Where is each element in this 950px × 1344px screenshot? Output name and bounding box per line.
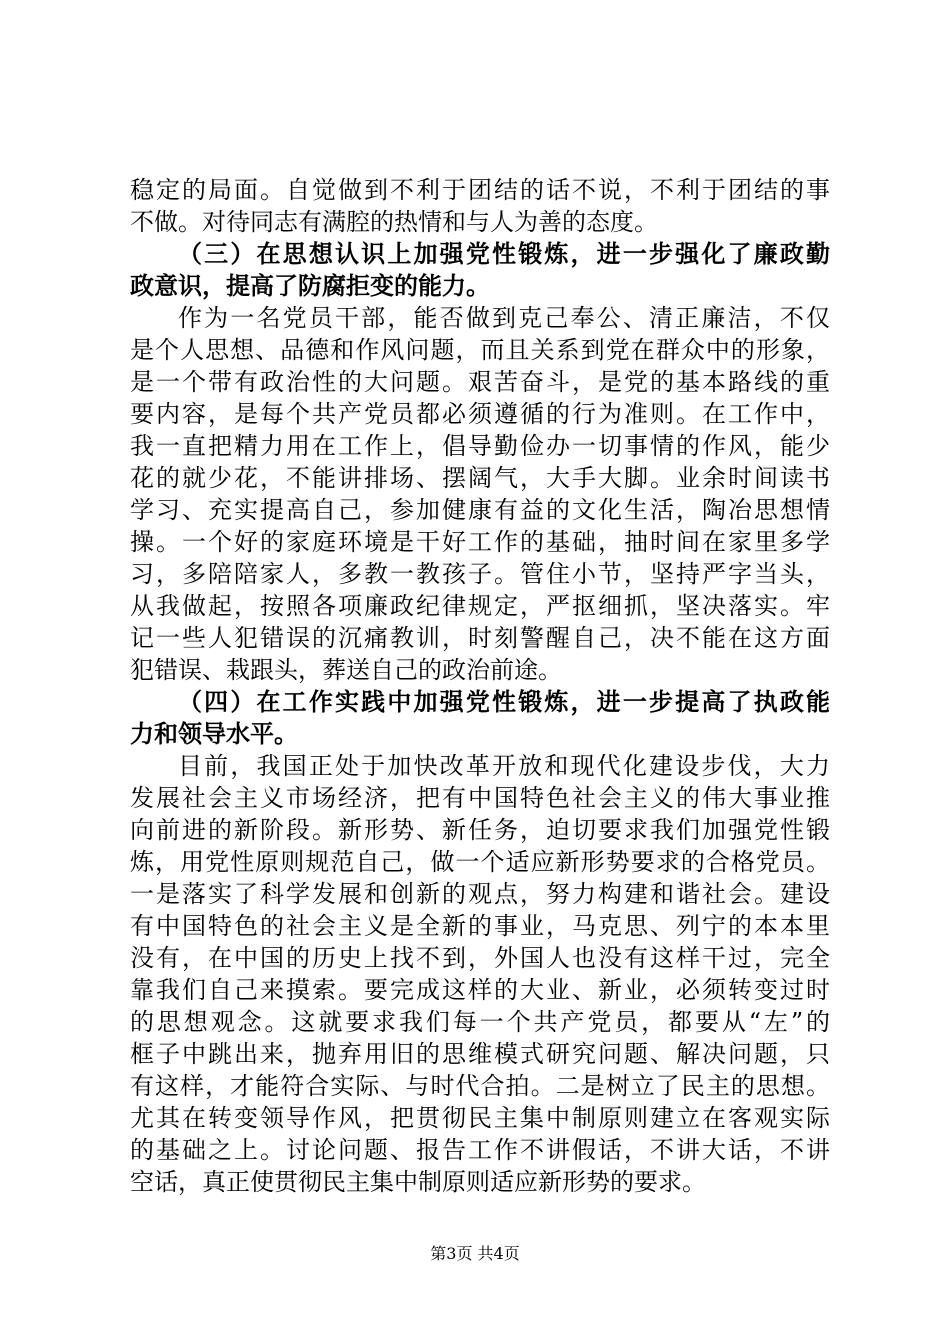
section-heading-line: 政意识，提高了防腐拒变的能力。: [130, 271, 490, 300]
paragraph-line: 是个人思想、品德和作风问题，而且关系到党在群众中的形象，: [130, 336, 830, 364]
section-heading-line: （三）在思想认识上加强党性锻炼，进一步强化了廉政勤: [178, 239, 830, 268]
paragraph-line: 目前，我国正处于加快改革开放和现代化建设步伐，大力: [178, 752, 830, 780]
page-footer: 第3页 共4页: [430, 1244, 520, 1263]
paragraph-line: 从我做起，按照各项廉政纪律规定，严抠细抓，坚决落实。牢: [130, 592, 830, 620]
section-heading-line: 力和领导水平。: [130, 719, 298, 748]
paragraph-line: 靠我们自己来摸索。要完成这样的大业、新业，必须转变过时: [130, 976, 830, 1004]
paragraph-line: 有中国特色的社会主义是全新的事业，马克思、列宁的本本里: [130, 912, 830, 940]
paragraph-line: 犯错误、栽跟头，葬送自己的政治前途。: [130, 656, 562, 684]
paragraph-line: 不做。对待同志有满腔的热情和与人为善的态度。: [130, 208, 658, 236]
paragraph-line: 要内容，是每个共产党员都必须遵循的行为准则。在工作中，: [130, 400, 830, 428]
paragraph-line: 学习、充实提高自己，参加健康有益的文化生活，陶冶思想情: [130, 496, 830, 524]
paragraph-line: 框子中跳出来，抛弃用旧的思维模式研究问题、解决问题，只: [130, 1040, 830, 1068]
paragraph-line: 花的就少花，不能讲排场、摆阔气，大手大脚。业余时间读书: [130, 464, 830, 492]
document-body: [130, 174, 830, 1198]
paragraph-line: 空话，真正使贯彻民主集中制原则适应新形势的要求。: [130, 1168, 706, 1196]
paragraph-line: 我一直把精力用在工作上，倡导勤俭办一切事情的作风，能少: [130, 432, 830, 460]
paragraph-line: 一是落实了科学发展和创新的观点，努力构建和谐社会。建设: [130, 880, 830, 908]
paragraph-line: 向前进的新阶段。新形势、新任务，迫切要求我们加强党性锻: [130, 816, 830, 844]
paragraph-line: 有这样，才能符合实际、与时代合拍。二是树立了民主的思想。: [130, 1072, 830, 1100]
paragraph-line: 发展社会主义市场经济，把有中国特色社会主义的伟大事业推: [130, 784, 830, 812]
paragraph-line: 没有，在中国的历史上找不到，外国人也没有这样干过，完全: [130, 944, 830, 972]
paragraph-line: 的思想观念。这就要求我们每一个共产党员，都要从“左”的: [130, 1008, 830, 1036]
paragraph-line: 尤其在转变领导作风，把贯彻民主集中制原则建立在客观实际: [130, 1104, 830, 1132]
paragraph-line: 操。一个好的家庭环境是干好工作的基础，抽时间在家里多学: [130, 528, 830, 556]
section-heading-line: （四）在工作实践中加强党性锻炼，进一步提高了执政能: [178, 687, 830, 716]
paragraph-line: 炼，用党性原则规范自己，做一个适应新形势要求的合格党员。: [130, 848, 830, 876]
paragraph-line: 习，多陪陪家人，多教一教孩子。管住小节，坚持严字当头，: [130, 560, 830, 588]
paragraph-line: 稳定的局面。自觉做到不利于团结的话不说，不利于团结的事: [130, 176, 830, 204]
paragraph-line: 作为一名党员干部，能否做到克己奉公、清正廉洁，不仅: [178, 304, 830, 332]
paragraph-line: 是一个带有政治性的大问题。艰苦奋斗，是党的基本路线的重: [130, 368, 830, 396]
paragraph-line: 记一些人犯错误的沉痛教训，时刻警醒自己，决不能在这方面: [130, 624, 830, 652]
paragraph-line: 的基础之上。讨论问题、报告工作不讲假话，不讲大话，不讲: [130, 1136, 830, 1164]
